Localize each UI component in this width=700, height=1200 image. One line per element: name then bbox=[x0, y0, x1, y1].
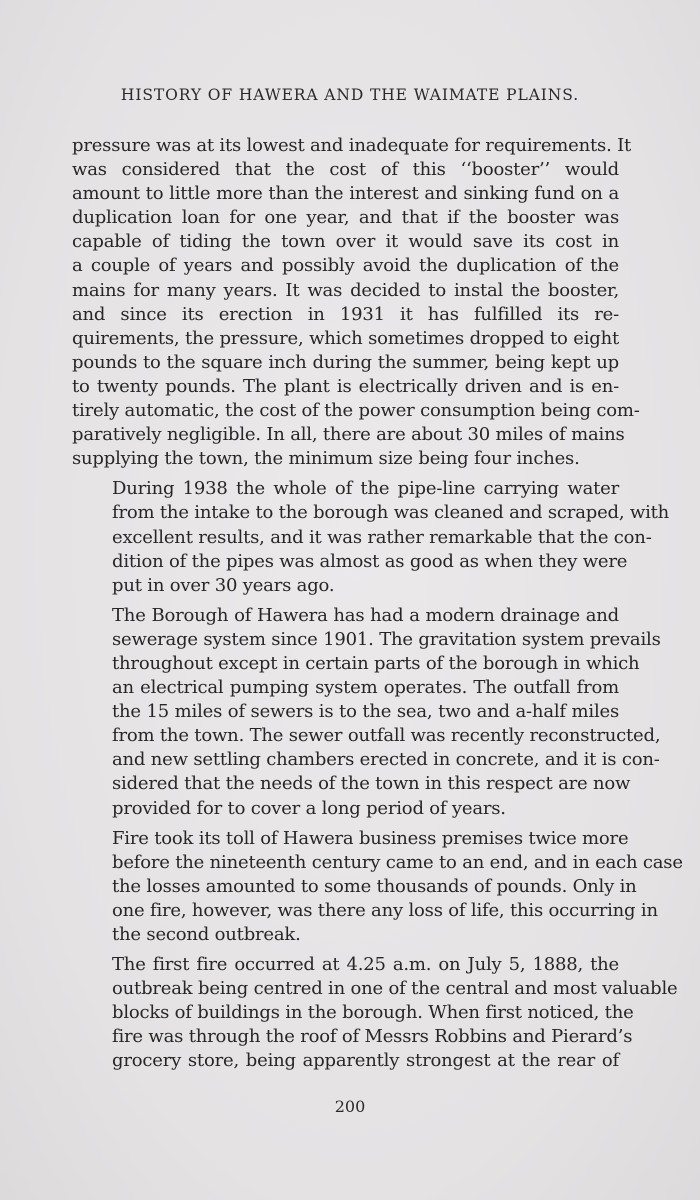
text-line: sewerage system since 1901. The gravitation system prevails bbox=[112, 628, 661, 650]
text-line: paratively negligible. In all, there are about 30 miles of mains bbox=[72, 424, 625, 446]
text-line: amount to little more than the interest and sinking fund on a bbox=[72, 183, 619, 205]
text-line: capable of tiding the town over it would save its cost in bbox=[72, 231, 619, 253]
text-line: and since its erection in 1931 it has fulfilled its re- bbox=[72, 303, 619, 325]
text-line: dition of the pipes was almost as good as when they were bbox=[112, 550, 628, 572]
text-line: to twenty pounds. The plant is electrically driven and is en- bbox=[72, 375, 619, 397]
text-line: sidered that the needs of the town in this respect are now bbox=[112, 773, 631, 795]
text-line: pressure was at its lowest and inadequate for requirements. It bbox=[72, 135, 632, 156]
text-line: The Borough of Hawera has had a modern drainage and bbox=[112, 604, 619, 626]
text-line: pounds to the square inch during the summer, being kept up bbox=[72, 351, 619, 373]
text-line: supplying the town, the minimum size being four inches. bbox=[72, 448, 580, 470]
text-line: The first fire occurred at 4.25 a.m. on July 5, 1888, the bbox=[112, 954, 619, 976]
text-line: outbreak being centred in one of the central and most valuable bbox=[112, 978, 678, 1000]
text-line: duplication loan for one year, and that if the booster was bbox=[72, 207, 619, 229]
text-line: mains for many years. It was decided to instal the booster, bbox=[72, 279, 619, 301]
text-line: provided for to cover a long period of years. bbox=[112, 797, 506, 819]
text-line: before the nineteenth century came to an end, and in each case bbox=[112, 851, 683, 873]
text-line: one fire, however, was there any loss of life, this occurring in bbox=[112, 899, 658, 921]
text-line: fire was through the roof of Messrs Robbins and Pierard’s bbox=[112, 1026, 633, 1048]
text-line: put in over 30 years ago. bbox=[112, 574, 335, 596]
paragraph bbox=[72, 604, 661, 821]
body-text bbox=[72, 134, 683, 1074]
text-line: throughout except in certain parts of the borough in which bbox=[112, 652, 640, 674]
paragraph bbox=[72, 477, 670, 597]
text-line: blocks of buildings in the borough. When first noticed, the bbox=[112, 1002, 634, 1024]
text-line: the 15 miles of sewers is to the sea, two and a-half miles bbox=[112, 701, 619, 723]
text-line: quirements, the pressure, which sometimes dropped to eight bbox=[72, 327, 619, 349]
paragraph bbox=[72, 134, 640, 471]
paragraph bbox=[72, 827, 683, 947]
text-line: from the intake to the borough was cleaned and scraped, with bbox=[112, 502, 670, 524]
text-line: During 1938 the whole of the pipe-line carrying water bbox=[112, 478, 619, 500]
text-line: Fire took its toll of Hawera business premises twice more bbox=[112, 827, 629, 849]
text-line: excellent results, and it was rather remarkable that the con- bbox=[112, 526, 652, 548]
text-line: an electrical pumping system operates. The outfall from bbox=[112, 677, 619, 699]
text-line: grocery store, being apparently strongest at the rear of bbox=[112, 1050, 619, 1072]
paragraph bbox=[72, 953, 678, 1073]
text-line: tirely automatic, the cost of the power consumption being com- bbox=[72, 400, 640, 422]
text-line: was considered that the cost of this ‘‘booster’’ would bbox=[72, 159, 619, 181]
running-head: HISTORY OF HAWERA AND THE WAIMATE PLAINS. bbox=[120, 86, 580, 104]
text-line: a couple of years and possibly avoid the duplication of the bbox=[72, 255, 619, 277]
text-line: the losses amounted to some thousands of pounds. Only in bbox=[112, 875, 637, 897]
text-line: and new settling chambers erected in concrete, and it is con- bbox=[112, 749, 660, 771]
page-number: 200 bbox=[334, 1097, 366, 1116]
text-line: from the town. The sewer outfall was recently reconstructed, bbox=[112, 725, 661, 747]
text-line: the second outbreak. bbox=[112, 924, 301, 945]
